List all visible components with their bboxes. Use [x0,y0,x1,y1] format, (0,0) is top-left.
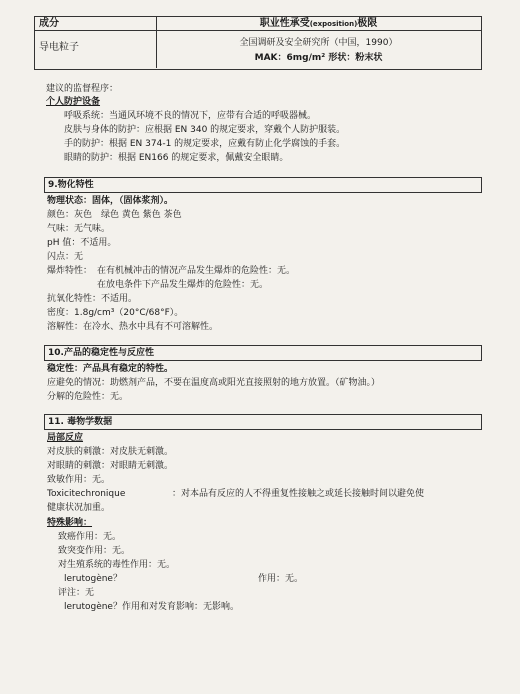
lerutogene-development: lerutogène？作用和对发育影响：无影响。 [64,602,239,612]
ppe-respiratory: 呼吸系统：当通风环境不良的情况下，应带有合适的呼吸器械。 [64,111,317,121]
local-reaction-heading: 局部反应 [47,433,84,443]
chronic-toxicity-label: Toxicitechronique [47,489,126,499]
special-effects-heading: 特殊影响： [47,518,93,528]
oxidation: 抗氧化特性：不适用。 [47,294,138,304]
explosion-label: 爆炸特性： [47,266,93,276]
section-9-header-box [44,177,482,193]
odor: 气味：无气味。 [47,224,111,234]
explosion-mechanical: 在有机械冲击的情况产品发生爆炸的危险性：无。 [97,266,296,276]
skin-irritation: 对皮肤的刺激：对皮肤无刺激。 [47,447,174,457]
chronic-toxicity-text: ：对本品有反应的人不得重复性接触之或延长接触时间以避免使 [172,489,425,499]
monitoring-intro: 建议的监督程序： [46,84,119,94]
table-row-value-line2: MAK：6mg/m² 形状：粉末状 [254,53,383,63]
section-9-title: 9.物化特性 [48,180,94,190]
flash-point: 闪点：无 [47,252,84,262]
density: 密度：1.8g/cm³（20°C/68°F）。 [47,308,184,318]
ph-value: pH 值：不适用。 [47,238,117,248]
mutagenic: 致突变作用：无。 [58,546,131,556]
section-11-title: 11. 毒物学数据 [48,417,113,427]
decomposition: 分解的危险性：无。 [47,392,129,402]
sensitization: 致敏作用：无。 [47,475,111,485]
lerutogene-label: lerutogène？ [64,574,122,584]
conditions-to-avoid: 应避免的情况：助燃剂产品，不要在温度高或阳光直接照射的地方放置。（矿物油。） [47,378,381,388]
table-row-value-line1: 全国调研及安全研究所（中国，1990） [239,38,398,48]
lerutogene-value: 作用：无。 [258,574,304,584]
section-10-title: 10.产品的稳定性与反应性 [48,348,154,358]
explosion-discharge: 在放电条件下产品发生爆炸的危险性：无。 [97,280,269,290]
eye-irritation: 对眼睛的刺激：对眼睛无刺激。 [47,461,174,471]
color-line: 颜色：灰色 绿色 黄色 紫色 茶色 [47,210,182,220]
ppe-skin-body: 皮肤与身体的防护：应根据 EN 340 的规定要求，穿戴个人防护服装。 [64,125,346,135]
ppe-heading: 个人防护设备 [46,97,101,107]
carcinogenic: 致癌作用：无。 [58,532,122,542]
solubility: 溶解性：在冷水、热水中具有不可溶解性。 [47,322,219,332]
ppe-hands: 手的防护：根据 EN 374-1 的规定要求，应戴有防止化学腐蚀的手套。 [64,139,346,149]
stability: 稳定性：产品具有稳定的特性。 [47,364,174,374]
chronic-toxicity-text-cont: 健康状况加重。 [47,503,111,513]
table-row-label: 导电粒子 [39,42,79,53]
reproductive-toxicity: 对生殖系统的毒性作用：无。 [58,560,176,570]
table-header-component: 成分 [39,18,59,29]
physical-state: 物理状态：固体，（固体浆剂）。 [47,196,174,206]
ppe-eyes: 眼睛的防护：根据 EN166 的规定要求，佩戴安全眼睛。 [64,153,289,163]
table-header-exposure-limit: 职业性承受(exposition)极限 [259,18,378,29]
evaluation: 评注：无 [58,588,95,598]
